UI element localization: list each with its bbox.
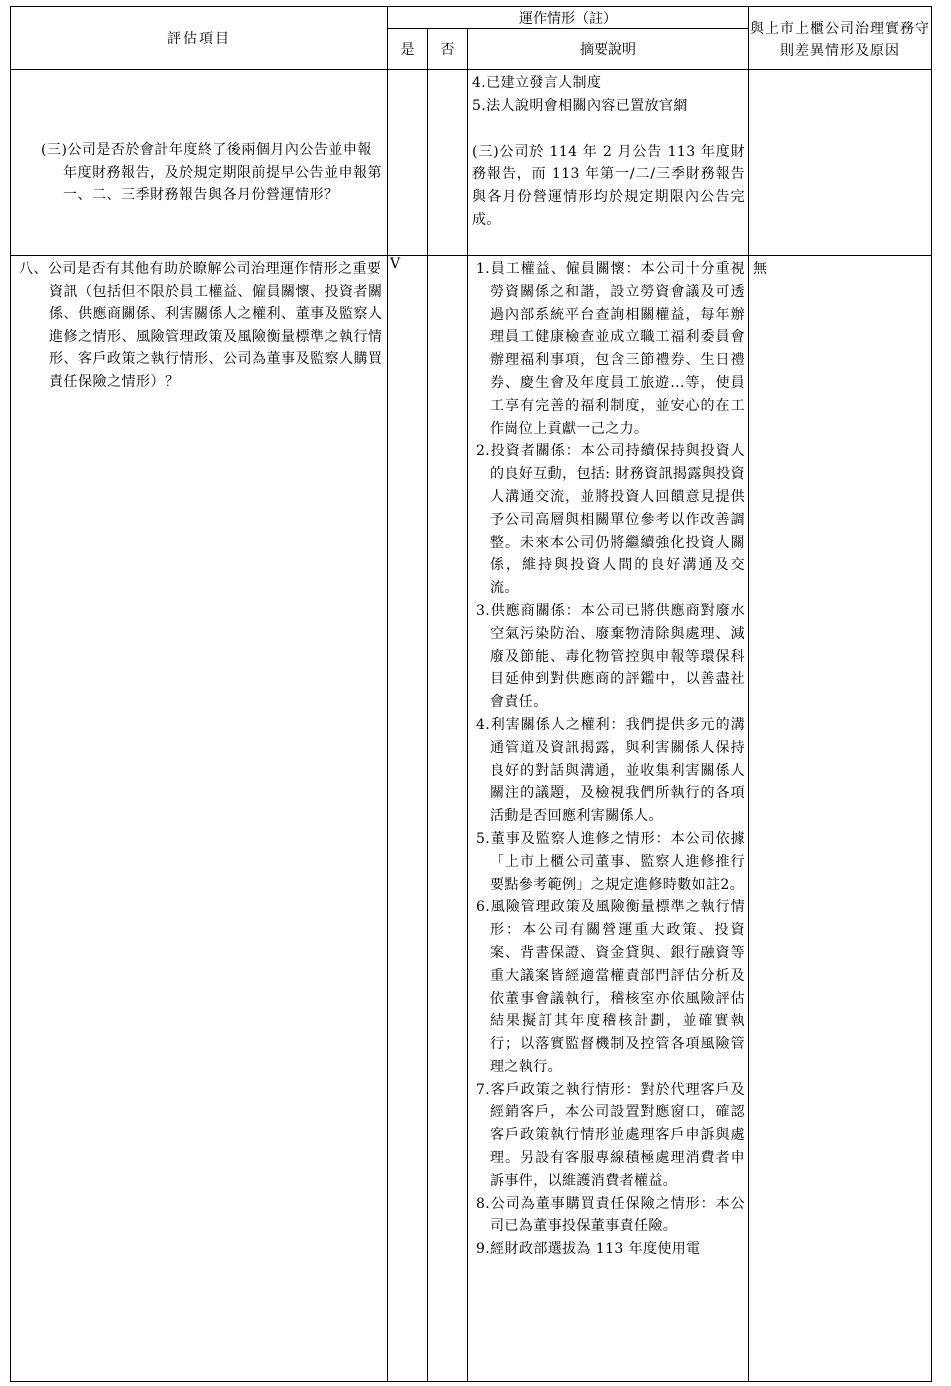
summary-header: 摘要說明 <box>468 29 749 70</box>
yes-mark <box>388 70 428 256</box>
yes-mark: V <box>388 256 428 1382</box>
evaluation-item-cell <box>11 70 388 256</box>
summary-paragraph: (三)公司於 114 年 2 月公告 113 年度財務報告，而 113 年第一/二/三季財務報告與各月份營運情形均於規定期限內公告完成。 <box>472 143 745 228</box>
summary-item: 8.公司為董事購買責任保險之情形：本公司已為董事投保董事責任險。 <box>476 1195 745 1235</box>
evaluation-item-text: (三)公司是否於會計年度終了後兩個月內公告並申報年度財務報告，及於規定期限前提早公告並申報第一、二、三季財務報告與各月份營運情形？ <box>41 142 382 203</box>
summary-item: 7.客戶政策之執行情形：對於代理客戶及經銷客戶，本公司設置對應窗口，確認客戶政策執行情形並處理客戶申訴與處理。另設有客服專線積極處理消費者申訴事件，以維護消費者權益。 <box>476 1081 745 1189</box>
summary-item: 6.風險管理政策及風險衡量標準之執行情形：本公司有關營運重大政策、投資案、背書保證、資金貸與、銀行融資等重大議案皆經適當權責部門評估分析及依董事會議執行，稽核室亦依風險評估結果擬訂其年度稽核計劃，並確實執行；以落實監督機制及控管各項風險管理之執行。 <box>476 899 745 1075</box>
table-row <box>11 70 932 256</box>
summary-cell <box>468 256 749 1382</box>
summary-item: 5.法人說明會相關內容已置放官網 <box>472 97 688 114</box>
yes-header: 是 <box>388 29 428 70</box>
no-mark <box>428 70 468 256</box>
summary-item: 9.經財政部選拔為 113 年度使用電 <box>476 1241 701 1258</box>
deviation-header: 與上市上櫃公司治理實務守則差異情形及原因 <box>749 7 932 70</box>
summary-item: 3.供應商關係：本公司已將供應商對廢水空氣污染防治、廢棄物清除與處理、減廢及節能、毒化物管控與申報等環保科目延伸到對供應商的評鑑中，以善盡社會責任。 <box>476 602 745 711</box>
summary-item: 1.員工權益、僱員關懷：本公司十分重視勞資關係之和諧，設立勞資會議及可透過內部系統平台查詢相關權益，每年辦理員工健康檢查並成立職工福利委員會辦理福利事項，包含三節禮券、生日禮券、慶生會及年度員工旅遊...等，使員工享有完善的福利制度，並安心的在工作崗位上貢獻一己之力。 <box>476 261 745 437</box>
deviation-cell <box>749 70 932 256</box>
evaluation-item-cell <box>11 256 388 1382</box>
operation-status-header: 運作情形（註） <box>388 7 749 29</box>
summary-item: 5.董事及監察人進修之情形：本公司依據「上市上櫃公司董事、監察人進修推行要點參考範例」之規定進修時數如註2。 <box>476 830 745 893</box>
deviation-cell: 無 <box>749 256 932 1382</box>
no-header: 否 <box>428 29 468 70</box>
evaluation-item-text: 八、公司是否有其他有助於瞭解公司治理運作情形之重要資訊（包括但不限於員工權益、僱員關懷、投資者關係、供應商關係、利害關係人之權利、董事及監察人進修之情形、風險管理政策及風險衡量標準之執行情形、客戶政策之執行情形、公司為董事及監察人購買責任保險之情形）？ <box>19 261 383 390</box>
evaluation-item-header: 評估項目 <box>11 7 388 70</box>
summary-cell <box>468 70 749 256</box>
no-mark <box>428 256 468 1382</box>
summary-item: 2.投資者關係：本公司持續保持與投資人的良好互動，包括: 財務資訊揭露與投資人溝通交流，並將投資人回饋意見提供予公司高層與相關單位參考以作改善調整。未來本公司仍將繼續強化投資人關係，維持與投資人間的良好溝通及交流。 <box>476 443 745 597</box>
table-row <box>11 256 932 1382</box>
governance-evaluation-table <box>10 6 932 1382</box>
summary-item: 4.已建立發言人制度 <box>472 75 602 91</box>
header-row-top <box>11 7 932 29</box>
summary-item: 4.利害關係人之權利：我們提供多元的溝通管道及資訊揭露，與利害關係人保持良好的對話與溝通，並收集利害關係人關注的議題，及檢視我們所執行的各項活動是否回應利害關係人。 <box>476 716 745 825</box>
